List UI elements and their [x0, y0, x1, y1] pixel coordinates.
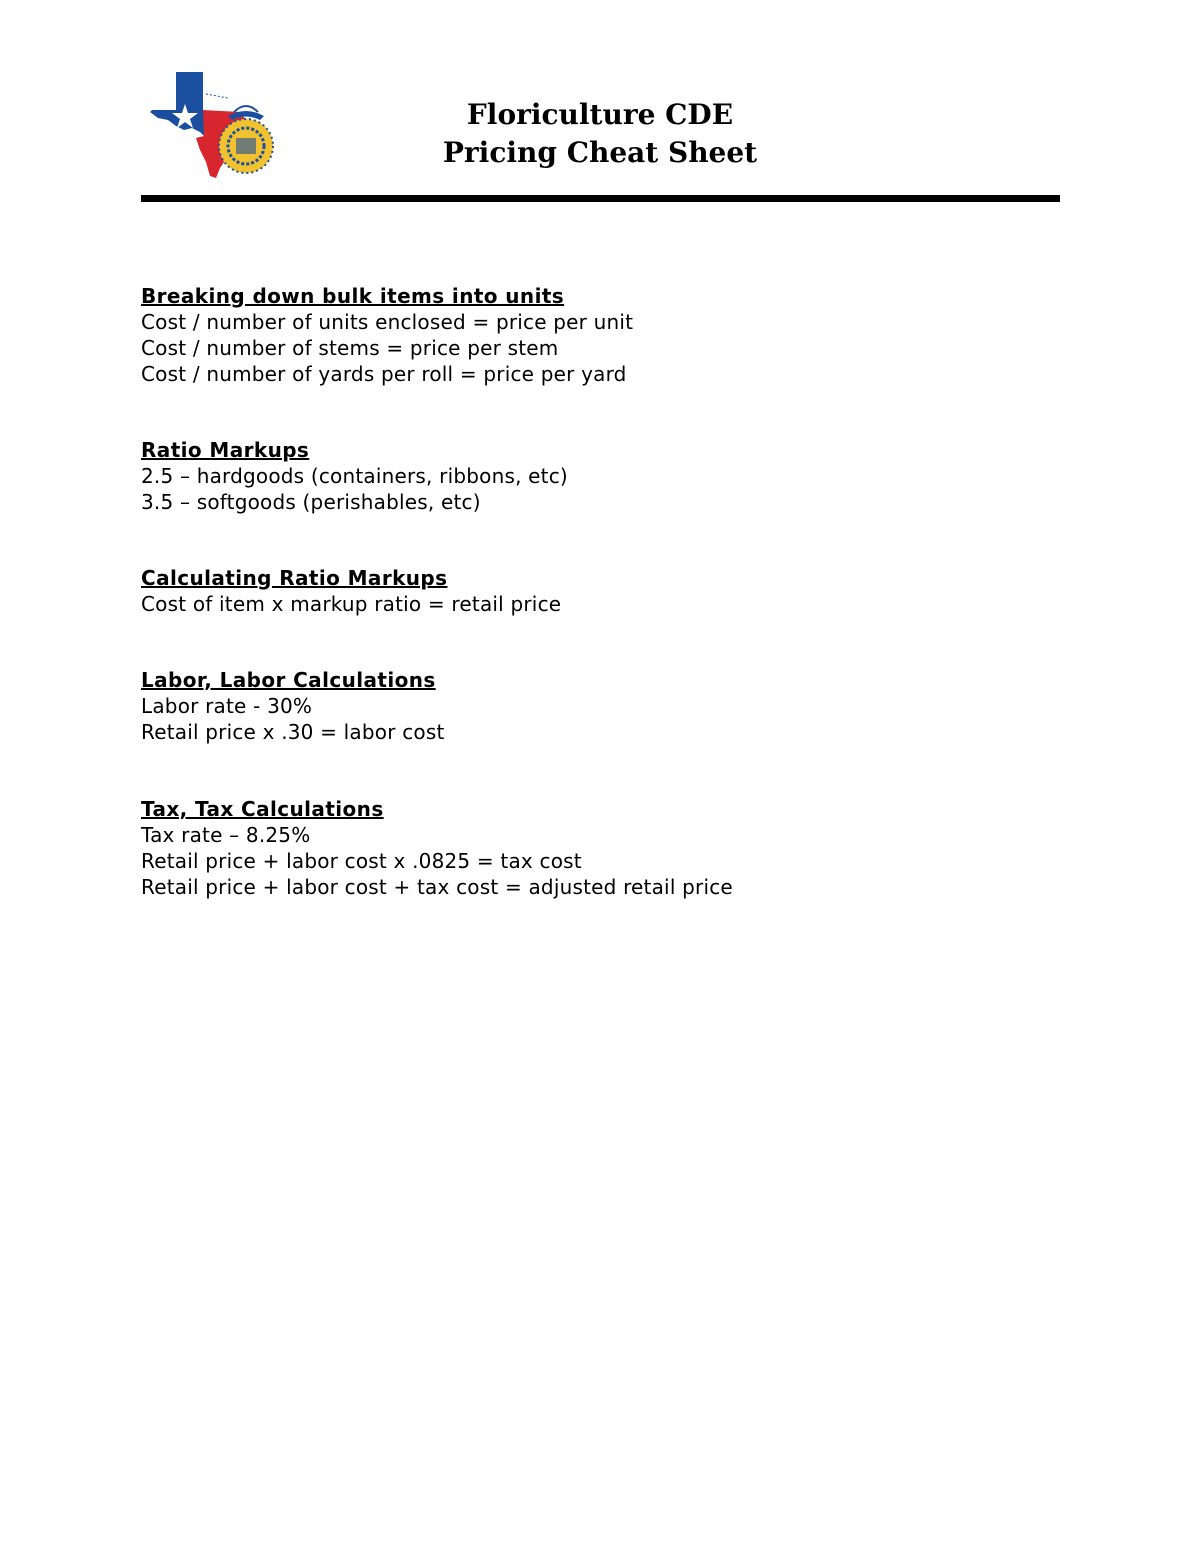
- texas-blue-field: [150, 72, 210, 140]
- document-title: [300, 96, 900, 172]
- section-line: 2.5 – hardgoods (containers, ribbons, etc): [141, 464, 568, 488]
- cheat-sheet-content: [141, 283, 1101, 900]
- section-line: Cost of item x markup ratio = retail price: [141, 592, 562, 616]
- section-line: Cost / number of stems = price per stem: [141, 336, 559, 360]
- section-heading: Breaking down bulk items into units: [141, 284, 565, 308]
- section-line: Cost / number of units enclosed = price per unit: [141, 310, 634, 334]
- section-bulk-units: [141, 283, 1101, 387]
- section-line: Tax rate – 8.25%: [141, 823, 311, 847]
- header-divider: [141, 195, 1060, 202]
- section-tax-calculations: [141, 796, 1101, 900]
- texas-ffa-emblem-icon: [148, 70, 278, 185]
- section-line: Cost / number of yards per roll = price per yard: [141, 362, 627, 386]
- section-labor-calculations: [141, 667, 1101, 745]
- title-line-1: Floriculture CDE: [466, 98, 734, 131]
- texas-ffa-logo: [148, 70, 278, 185]
- section-line: Retail price x .30 = labor cost: [141, 720, 445, 744]
- section-calculating-ratio-markups: [141, 565, 1101, 617]
- section-heading: Labor, Labor Calculations: [141, 668, 436, 692]
- section-heading: Ratio Markups: [141, 438, 310, 462]
- section-line: 3.5 – softgoods (perishables, etc): [141, 490, 481, 514]
- section-line: Retail price + labor cost x .0825 = tax cost: [141, 849, 582, 873]
- section-ratio-markups: [141, 437, 1101, 515]
- section-heading: Calculating Ratio Markups: [141, 566, 448, 590]
- section-line: Retail price + labor cost + tax cost = adjusted retail price: [141, 875, 733, 899]
- title-line-2: Pricing Cheat Sheet: [442, 136, 758, 169]
- section-line: Labor rate - 30%: [141, 694, 313, 718]
- section-heading: Tax, Tax Calculations: [141, 797, 384, 821]
